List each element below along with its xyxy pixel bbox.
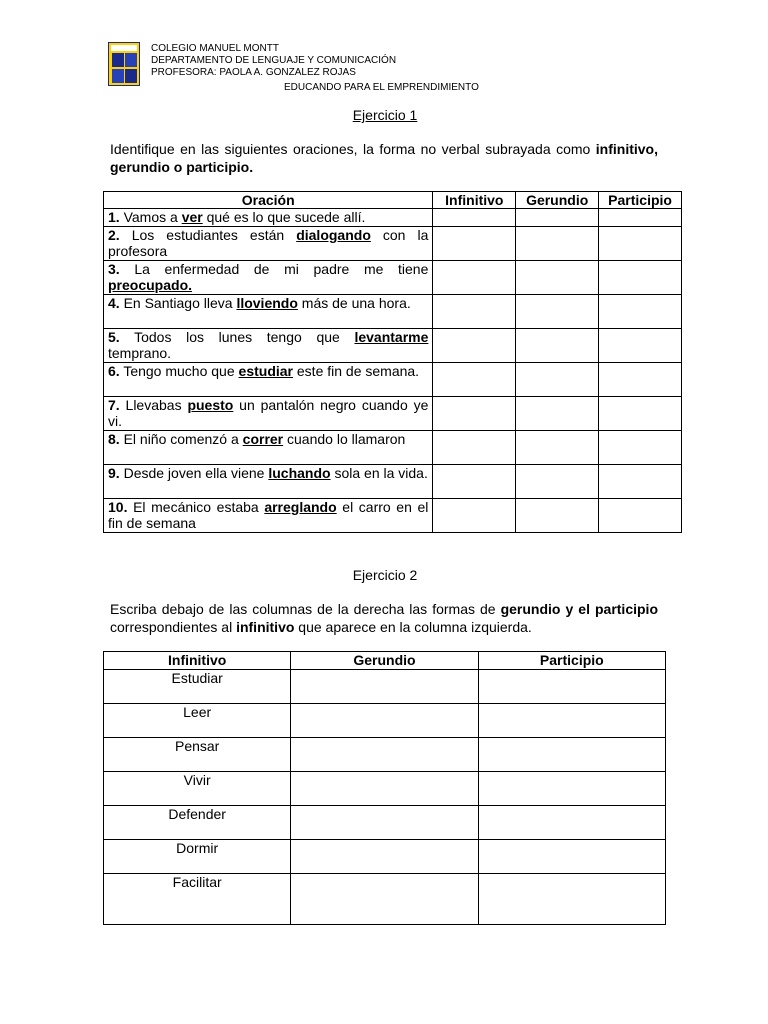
sentence-text: con la profesora	[108, 227, 429, 259]
sentence-text: sola en la vida.	[330, 465, 428, 481]
answer-cell-gerundio[interactable]	[516, 431, 599, 465]
sentence-text: Vamos a	[119, 209, 182, 225]
answer-cell-participio[interactable]	[478, 670, 665, 704]
answer-cell-infinitivo[interactable]	[433, 363, 516, 397]
answer-cell-participio[interactable]	[478, 874, 665, 925]
answer-cell-participio[interactable]	[599, 431, 682, 465]
answer-cell-gerundio[interactable]	[291, 670, 478, 704]
answer-cell-participio[interactable]	[478, 806, 665, 840]
sentence-cell	[104, 261, 433, 295]
answer-cell-infinitivo[interactable]	[433, 431, 516, 465]
table-row	[104, 397, 682, 431]
col-participio: Participio	[599, 192, 682, 209]
answer-cell-participio[interactable]	[599, 363, 682, 397]
sentence-cell	[104, 431, 433, 465]
answer-cell-participio[interactable]	[599, 329, 682, 363]
table-row	[104, 806, 666, 840]
underlined-verb: puesto	[187, 397, 234, 413]
answer-cell-participio[interactable]	[599, 397, 682, 431]
exercise-1-title: Ejercicio 1	[352, 107, 418, 123]
underlined-verb: dialogando	[296, 227, 371, 243]
infinitive-cell: Dormir	[104, 840, 291, 874]
answer-cell-participio[interactable]	[478, 704, 665, 738]
infinitive-cell: Estudiar	[104, 670, 291, 704]
col-infinitivo: Infinitivo	[104, 652, 291, 670]
col-oracion: Oración	[104, 192, 433, 209]
underlined-verb: ver	[181, 209, 203, 225]
sentence-cell	[104, 209, 433, 227]
exercise-1-table	[103, 191, 682, 533]
sentence-text: Todos los lunes tengo que	[119, 329, 355, 345]
exercise-2-title: Ejercicio 2	[352, 567, 418, 583]
table-row	[104, 704, 666, 738]
table-row	[104, 431, 682, 465]
sentence-text: Tengo mucho que	[119, 363, 239, 379]
exercise-2-instruction: Escriba debajo de las columnas de la derecha las formas de gerundio y el participio correspondientes al infinitivo que aparece en la columna izquierda.	[110, 601, 658, 635]
answer-cell-participio[interactable]	[599, 499, 682, 533]
underlined-verb: lloviendo	[236, 295, 298, 311]
answer-cell-participio[interactable]	[599, 465, 682, 499]
sentence-text: En Santiago lleva	[119, 295, 237, 311]
sentence-text: Los estudiantes están	[119, 227, 297, 243]
sentence-number: 9.	[108, 465, 120, 481]
answer-cell-participio[interactable]	[478, 840, 665, 874]
underlined-verb: correr	[242, 431, 284, 447]
table-row	[104, 738, 666, 772]
answer-cell-gerundio[interactable]	[291, 874, 478, 925]
sentence-number: 8.	[108, 431, 120, 447]
school-motto: EDUCANDO PARA EL EMPRENDIMIENTO	[284, 82, 479, 93]
table-row	[104, 670, 666, 704]
answer-cell-gerundio[interactable]	[516, 227, 599, 261]
col-infinitivo: Infinitivo	[433, 192, 516, 209]
answer-cell-gerundio[interactable]	[516, 363, 599, 397]
infinitive-cell: Facilitar	[104, 874, 291, 925]
answer-cell-infinitivo[interactable]	[433, 261, 516, 295]
table-row	[104, 227, 682, 261]
answer-cell-gerundio[interactable]	[291, 806, 478, 840]
teacher-name: PROFESORA: PAOLA A. GONZALEZ ROJAS	[151, 67, 356, 78]
exercise-1-instruction: Identifique en las siguientes oraciones, la forma no verbal subrayada como infinitivo, gerundio o participio.	[110, 141, 658, 175]
sentence-text: El mecánico estaba	[127, 499, 265, 515]
table-header-row	[104, 652, 666, 670]
sentence-text: un pantalón negro cuando ye vi.	[108, 397, 429, 429]
sentence-number: 7.	[108, 397, 120, 413]
underlined-verb: levantarme	[354, 329, 429, 345]
sentence-cell	[104, 397, 433, 431]
answer-cell-infinitivo[interactable]	[433, 465, 516, 499]
answer-cell-participio[interactable]	[478, 738, 665, 772]
answer-cell-infinitivo[interactable]	[433, 397, 516, 431]
sentence-cell	[104, 227, 433, 261]
sentence-number: 10.	[108, 499, 128, 515]
school-name: COLEGIO MANUEL MONTT	[151, 43, 279, 54]
answer-cell-gerundio[interactable]	[516, 261, 599, 295]
sentence-number: 2.	[108, 227, 120, 243]
sentence-number: 4.	[108, 295, 120, 311]
department-name: DEPARTAMENTO DE LENGUAJE Y COMUNICACIÓN	[151, 55, 397, 66]
answer-cell-gerundio[interactable]	[516, 465, 599, 499]
col-gerundio: Gerundio	[291, 652, 478, 670]
sentence-text: este fin de semana.	[293, 363, 420, 379]
answer-cell-gerundio[interactable]	[291, 738, 478, 772]
sentence-text: El niño comenzó a	[119, 431, 243, 447]
sentence-text: La enfermedad de mi padre me tiene	[119, 261, 429, 277]
infinitive-cell: Defender	[104, 806, 291, 840]
infinitive-cell: Leer	[104, 704, 291, 738]
answer-cell-gerundio[interactable]	[516, 397, 599, 431]
table-header-row	[104, 192, 682, 209]
answer-cell-gerundio[interactable]	[291, 772, 478, 806]
answer-cell-gerundio[interactable]	[516, 499, 599, 533]
table-row	[104, 295, 682, 329]
answer-cell-infinitivo[interactable]	[433, 499, 516, 533]
infinitive-cell: Pensar	[104, 738, 291, 772]
underlined-verb: estudiar	[238, 363, 293, 379]
school-header	[151, 43, 396, 79]
sentence-text: más de una hora.	[297, 295, 411, 311]
answer-cell-infinitivo[interactable]	[433, 295, 516, 329]
sentence-cell	[104, 499, 433, 533]
school-logo	[108, 42, 140, 86]
sentence-number: 6.	[108, 363, 120, 379]
table-row	[104, 499, 682, 533]
sentence-number: 3.	[108, 261, 120, 277]
table-row	[104, 209, 682, 227]
sentence-text: Desde joven ella viene	[119, 465, 269, 481]
answer-cell-infinitivo[interactable]	[433, 209, 516, 227]
answer-cell-infinitivo[interactable]	[433, 227, 516, 261]
sentence-cell	[104, 363, 433, 397]
answer-cell-gerundio[interactable]	[516, 209, 599, 227]
answer-cell-gerundio[interactable]	[291, 840, 478, 874]
sentence-text: temprano.	[108, 345, 172, 361]
sentence-text: Llevabas	[119, 397, 188, 413]
sentence-cell	[104, 295, 433, 329]
table-row	[104, 772, 666, 806]
sentence-number: 1.	[108, 209, 120, 225]
table-row	[104, 840, 666, 874]
table-row	[104, 465, 682, 499]
exercise-2-table	[103, 651, 666, 925]
underlined-verb: arreglando	[264, 499, 337, 515]
answer-cell-gerundio[interactable]	[516, 329, 599, 363]
table-row	[104, 329, 682, 363]
sentence-cell	[104, 329, 433, 363]
answer-cell-participio[interactable]	[599, 261, 682, 295]
underlined-verb: luchando	[268, 465, 331, 481]
underlined-verb: preocupado.	[108, 277, 193, 293]
table-row	[104, 261, 682, 295]
sentence-number: 5.	[108, 329, 120, 345]
sentence-text: cuando lo llamaron	[283, 431, 406, 447]
answer-cell-infinitivo[interactable]	[433, 329, 516, 363]
answer-cell-participio[interactable]	[478, 772, 665, 806]
sentence-text: qué es lo que sucede allí.	[202, 209, 366, 225]
table-row	[104, 874, 666, 925]
answer-cell-gerundio[interactable]	[516, 295, 599, 329]
infinitive-cell: Vivir	[104, 772, 291, 806]
sentence-cell	[104, 465, 433, 499]
answer-cell-participio[interactable]	[599, 227, 682, 261]
sentence-text: el carro en el fin de semana	[108, 499, 429, 531]
answer-cell-participio[interactable]	[599, 209, 682, 227]
col-gerundio: Gerundio	[516, 192, 599, 209]
col-participio: Participio	[478, 652, 665, 670]
table-row	[104, 363, 682, 397]
answer-cell-participio[interactable]	[599, 295, 682, 329]
answer-cell-gerundio[interactable]	[291, 704, 478, 738]
